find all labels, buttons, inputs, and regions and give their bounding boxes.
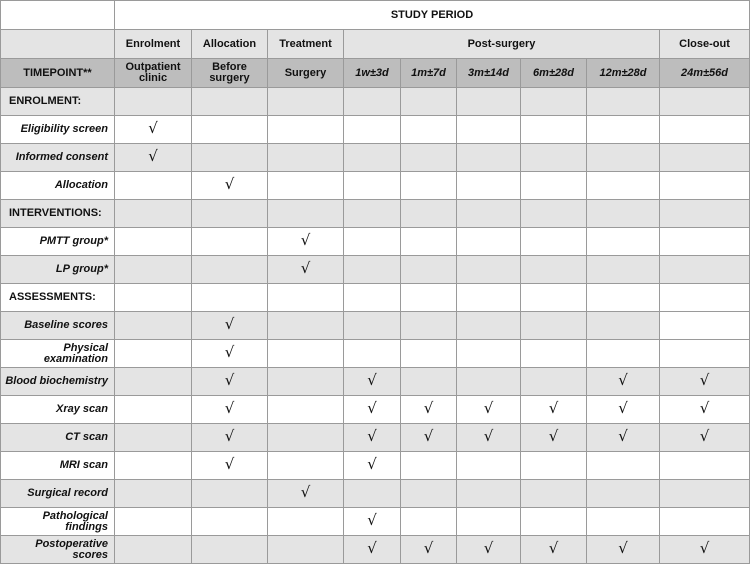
- check-mark-icon: √: [618, 539, 628, 557]
- empty-cell: [457, 312, 521, 340]
- check-mark-icon: √: [483, 399, 494, 417]
- empty-cell: [268, 340, 344, 368]
- empty-cell: [115, 312, 192, 340]
- empty-cell: [401, 452, 457, 480]
- table-row: [1, 480, 750, 508]
- empty-cell: [192, 88, 268, 116]
- empty-cell: [660, 200, 750, 228]
- check-mark-icon: √: [423, 399, 434, 417]
- timepoint-header: TIMEPOINT**: [1, 59, 115, 88]
- empty-cell: [192, 536, 268, 564]
- table-row: [1, 284, 750, 312]
- phase-header: Allocation: [192, 30, 268, 59]
- row-label: Baseline scores: [1, 312, 115, 340]
- empty-cell: [521, 312, 587, 340]
- empty-cell: [521, 508, 587, 536]
- phase-header: Enrolment: [115, 30, 192, 59]
- empty-cell: [521, 256, 587, 284]
- tick-cell: [344, 508, 401, 536]
- tick-cell: [192, 340, 268, 368]
- empty-cell: [587, 172, 660, 200]
- empty-cell: [344, 172, 401, 200]
- check-mark-icon: √: [224, 343, 235, 361]
- tick-cell: [192, 452, 268, 480]
- timepoint-cell: 24m±56d: [660, 59, 750, 88]
- empty-cell: [457, 144, 521, 172]
- check-mark-icon: √: [224, 315, 235, 333]
- empty-cell: [587, 340, 660, 368]
- empty-cell: [192, 228, 268, 256]
- check-mark-icon: √: [483, 427, 494, 445]
- empty-cell: [587, 200, 660, 228]
- tick-cell: [401, 424, 457, 452]
- empty-cell: [587, 452, 660, 480]
- empty-cell: [660, 228, 750, 256]
- empty-cell: [660, 144, 750, 172]
- empty-cell: [115, 536, 192, 564]
- empty-cell: [457, 508, 521, 536]
- row-label: MRI scan: [1, 452, 115, 480]
- timepoint-cell: 1m±7d: [401, 59, 457, 88]
- empty-cell: [268, 88, 344, 116]
- table-row: [1, 508, 750, 536]
- check-mark-icon: √: [300, 483, 311, 501]
- check-mark-icon: √: [423, 427, 434, 445]
- empty-cell: [660, 284, 750, 312]
- empty-cell: [457, 172, 521, 200]
- empty-cell: [660, 340, 750, 368]
- row-label: Blood biochemistry: [1, 368, 115, 396]
- empty-cell: [344, 312, 401, 340]
- empty-cell: [115, 172, 192, 200]
- empty-cell: [344, 88, 401, 116]
- timepoint-cell: 12m±28d: [587, 59, 660, 88]
- empty-cell: [115, 284, 192, 312]
- empty-cell: [401, 200, 457, 228]
- empty-cell: [401, 116, 457, 144]
- tick-cell: [587, 424, 660, 452]
- empty-cell: [660, 88, 750, 116]
- empty-cell: [660, 116, 750, 144]
- empty-cell: [401, 340, 457, 368]
- empty-cell: [344, 284, 401, 312]
- tick-cell: [521, 536, 587, 564]
- empty-cell: [401, 480, 457, 508]
- empty-cell: [268, 368, 344, 396]
- tick-cell: [521, 396, 587, 424]
- empty-cell: [521, 144, 587, 172]
- check-mark-icon: √: [699, 371, 710, 389]
- row-label: Physical examination: [1, 340, 115, 368]
- empty-cell: [268, 508, 344, 536]
- row-label: Xray scan: [1, 396, 115, 424]
- check-mark-icon: √: [148, 119, 158, 137]
- tick-cell: [401, 396, 457, 424]
- empty-cell: [268, 284, 344, 312]
- empty-cell: [521, 340, 587, 368]
- empty-cell: [660, 256, 750, 284]
- check-mark-icon: √: [699, 399, 710, 417]
- empty-cell: [457, 452, 521, 480]
- table-row: [1, 368, 750, 396]
- empty-cell: [457, 228, 521, 256]
- tick-cell: [457, 424, 521, 452]
- empty-cell: [344, 256, 401, 284]
- table-row: [1, 536, 750, 564]
- section-label: ENROLMENT:: [1, 88, 115, 116]
- tick-cell: [587, 536, 660, 564]
- table-row: [1, 340, 750, 368]
- tick-cell: [115, 116, 192, 144]
- tick-cell: [268, 256, 344, 284]
- empty-cell: [115, 396, 192, 424]
- empty-cell: [521, 116, 587, 144]
- empty-cell: [401, 284, 457, 312]
- table-row: [1, 452, 750, 480]
- empty-cell: [268, 312, 344, 340]
- empty-cell: [457, 88, 521, 116]
- table-row: [1, 228, 750, 256]
- check-mark-icon: √: [300, 259, 311, 277]
- check-mark-icon: √: [367, 511, 377, 529]
- empty-cell: [587, 88, 660, 116]
- empty-cell: [115, 228, 192, 256]
- empty-cell: [192, 256, 268, 284]
- row-label: Eligibility screen: [1, 116, 115, 144]
- empty-cell: [521, 368, 587, 396]
- table-row: [1, 172, 750, 200]
- check-mark-icon: √: [300, 231, 311, 249]
- empty-cell: [457, 116, 521, 144]
- empty-cell: [660, 312, 750, 340]
- empty-cell: [521, 172, 587, 200]
- timepoint-cell: Surgery: [268, 59, 344, 88]
- empty-cell: [457, 480, 521, 508]
- empty-cell: [660, 452, 750, 480]
- empty-cell: [401, 88, 457, 116]
- empty-cell: [115, 508, 192, 536]
- section-label: INTERVENTIONS:: [1, 200, 115, 228]
- empty-cell: [344, 116, 401, 144]
- empty-cell: [457, 200, 521, 228]
- check-mark-icon: √: [367, 399, 377, 417]
- phase-header: Treatment: [268, 30, 344, 59]
- tick-cell: [344, 368, 401, 396]
- empty-cell: [115, 340, 192, 368]
- tick-cell: [344, 424, 401, 452]
- check-mark-icon: √: [699, 427, 710, 445]
- check-mark-icon: √: [224, 399, 235, 417]
- empty-cell: [587, 256, 660, 284]
- empty-cell: [587, 480, 660, 508]
- check-mark-icon: √: [618, 399, 628, 417]
- tick-cell: [192, 312, 268, 340]
- empty-cell: [521, 452, 587, 480]
- empty-cell: [401, 172, 457, 200]
- tick-cell: [268, 228, 344, 256]
- tick-cell: [344, 536, 401, 564]
- empty-cell: [268, 144, 344, 172]
- check-mark-icon: √: [483, 539, 494, 557]
- timepoint-cell: 3m±14d: [457, 59, 521, 88]
- tick-cell: [457, 396, 521, 424]
- check-mark-icon: √: [548, 427, 559, 445]
- empty-cell: [192, 284, 268, 312]
- empty-cell: [268, 200, 344, 228]
- empty-cell: [344, 228, 401, 256]
- empty-cell: [192, 480, 268, 508]
- empty-cell: [587, 228, 660, 256]
- empty-cell: [268, 172, 344, 200]
- phase-corner-blank: [1, 30, 115, 59]
- empty-cell: [115, 368, 192, 396]
- empty-cell: [587, 508, 660, 536]
- tick-cell: [192, 424, 268, 452]
- empty-cell: [521, 284, 587, 312]
- empty-cell: [115, 256, 192, 284]
- empty-cell: [401, 312, 457, 340]
- timepoint-cell: 6m±28d: [521, 59, 587, 88]
- tick-cell: [660, 368, 750, 396]
- tick-cell: [521, 424, 587, 452]
- empty-cell: [344, 340, 401, 368]
- empty-cell: [192, 200, 268, 228]
- empty-cell: [268, 396, 344, 424]
- empty-cell: [457, 284, 521, 312]
- check-mark-icon: √: [618, 371, 628, 389]
- table-row: [1, 424, 750, 452]
- empty-cell: [660, 508, 750, 536]
- empty-cell: [192, 144, 268, 172]
- check-mark-icon: √: [224, 175, 235, 193]
- tick-cell: [115, 144, 192, 172]
- row-label: Postoperative scores: [1, 536, 115, 564]
- check-mark-icon: √: [699, 539, 710, 557]
- row-label: CT scan: [1, 424, 115, 452]
- empty-cell: [587, 144, 660, 172]
- tick-cell: [401, 536, 457, 564]
- check-mark-icon: √: [367, 539, 377, 557]
- timepoint-cell: 1w±3d: [344, 59, 401, 88]
- check-mark-icon: √: [548, 399, 559, 417]
- empty-cell: [521, 228, 587, 256]
- empty-cell: [115, 200, 192, 228]
- empty-cell: [115, 480, 192, 508]
- empty-cell: [268, 536, 344, 564]
- phase-header: Close-out: [660, 30, 750, 59]
- table-row: [1, 396, 750, 424]
- tick-cell: [587, 396, 660, 424]
- check-mark-icon: √: [367, 371, 377, 389]
- table-row: [1, 88, 750, 116]
- check-mark-icon: √: [148, 147, 158, 165]
- empty-cell: [401, 144, 457, 172]
- empty-cell: [587, 116, 660, 144]
- tick-cell: [192, 396, 268, 424]
- empty-cell: [401, 256, 457, 284]
- table-row: [1, 200, 750, 228]
- tick-cell: [587, 368, 660, 396]
- check-mark-icon: √: [423, 539, 434, 557]
- check-mark-icon: √: [224, 455, 235, 473]
- row-label: Informed consent: [1, 144, 115, 172]
- empty-cell: [521, 480, 587, 508]
- empty-cell: [660, 480, 750, 508]
- corner-blank: [1, 1, 115, 30]
- empty-cell: [268, 424, 344, 452]
- row-label: LP group*: [1, 256, 115, 284]
- timepoint-cell: Before surgery: [192, 59, 268, 88]
- empty-cell: [660, 172, 750, 200]
- empty-cell: [457, 256, 521, 284]
- tick-cell: [268, 480, 344, 508]
- phase-header: Post-surgery: [344, 30, 660, 59]
- tick-cell: [457, 536, 521, 564]
- row-label: Pathological findings: [1, 508, 115, 536]
- empty-cell: [344, 480, 401, 508]
- table-row: [1, 144, 750, 172]
- empty-cell: [587, 284, 660, 312]
- section-label: ASSESSMENTS:: [1, 284, 115, 312]
- tick-cell: [192, 368, 268, 396]
- tick-cell: [660, 536, 750, 564]
- check-mark-icon: √: [224, 371, 235, 389]
- check-mark-icon: √: [367, 427, 377, 445]
- study-period-header: STUDY PERIOD: [115, 1, 750, 30]
- empty-cell: [115, 88, 192, 116]
- check-mark-icon: √: [367, 455, 377, 473]
- row-label: Allocation: [1, 172, 115, 200]
- tick-cell: [344, 452, 401, 480]
- empty-cell: [344, 200, 401, 228]
- tick-cell: [344, 396, 401, 424]
- tick-cell: [660, 424, 750, 452]
- empty-cell: [401, 228, 457, 256]
- empty-cell: [401, 508, 457, 536]
- empty-cell: [115, 424, 192, 452]
- row-label: PMTT group*: [1, 228, 115, 256]
- tick-cell: [192, 172, 268, 200]
- row-label: Surgical record: [1, 480, 115, 508]
- table-row: [1, 116, 750, 144]
- check-mark-icon: √: [548, 539, 559, 557]
- empty-cell: [344, 144, 401, 172]
- empty-cell: [192, 508, 268, 536]
- timepoint-cell: Outpatient clinic: [115, 59, 192, 88]
- tick-cell: [660, 396, 750, 424]
- empty-cell: [521, 88, 587, 116]
- check-mark-icon: √: [224, 427, 235, 445]
- empty-cell: [457, 368, 521, 396]
- empty-cell: [115, 452, 192, 480]
- table-row: [1, 256, 750, 284]
- empty-cell: [457, 340, 521, 368]
- check-mark-icon: √: [618, 427, 628, 445]
- empty-cell: [268, 116, 344, 144]
- table-row: [1, 312, 750, 340]
- empty-cell: [268, 452, 344, 480]
- empty-cell: [192, 116, 268, 144]
- empty-cell: [401, 368, 457, 396]
- empty-cell: [521, 200, 587, 228]
- empty-cell: [587, 312, 660, 340]
